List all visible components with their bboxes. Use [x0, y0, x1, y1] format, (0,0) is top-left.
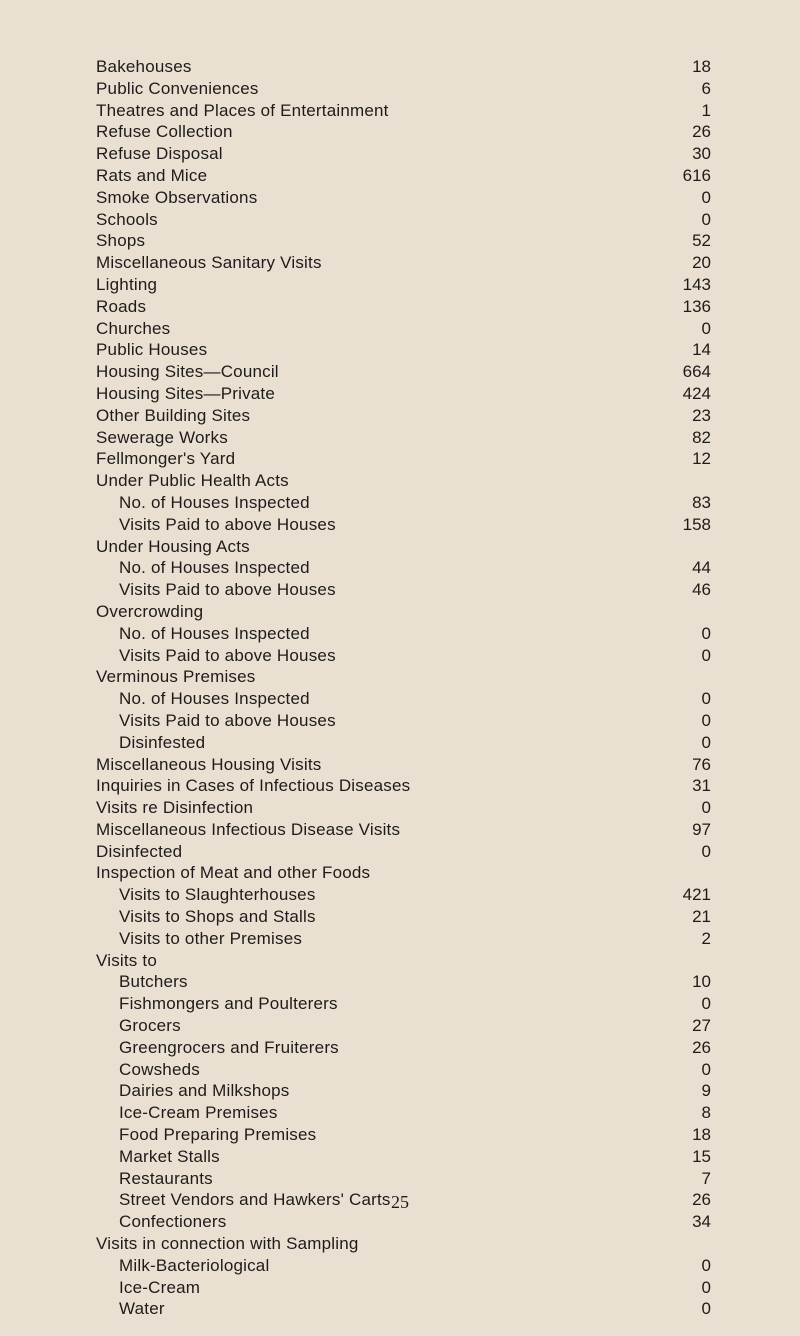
list-item: [96, 1255, 711, 1277]
item-label: Visits Paid to above Houses: [119, 514, 336, 534]
list-item: [96, 1124, 711, 1146]
item-label: Housing Sites—Council: [96, 362, 279, 382]
item-label: Greengrocers and Fruiterers: [119, 1037, 339, 1057]
item-count: 23: [692, 405, 711, 425]
item-count: 9: [701, 1081, 711, 1101]
list-item: [96, 1298, 711, 1320]
list-item: [96, 318, 711, 340]
list-item: [96, 1211, 711, 1233]
item-label: Overcrowding: [96, 601, 204, 621]
item-count: 0: [701, 689, 711, 709]
item-label: Bakehouses: [96, 57, 192, 76]
item-label: Refuse Disposal: [96, 144, 223, 164]
item-label: Visits to Slaughterhouses: [119, 885, 316, 905]
item-count: 0: [701, 841, 711, 861]
item-label: Miscellaneous Infectious Disease Visits: [96, 819, 401, 839]
item-count: 1: [701, 100, 711, 120]
item-label: Ice-Cream: [119, 1277, 201, 1297]
list-item: [96, 296, 711, 318]
item-label: Verminous Premises: [96, 667, 256, 687]
list-item: [96, 623, 711, 645]
item-label: Lighting: [96, 274, 158, 294]
item-count: 0: [701, 1255, 711, 1275]
inspection-visits-list: [96, 56, 711, 1320]
item-count: 0: [701, 187, 711, 207]
item-count: 0: [701, 798, 711, 818]
item-label: Restaurants: [119, 1168, 213, 1188]
section-heading-row: [96, 666, 711, 688]
item-label: Food Preparing Premises: [119, 1125, 317, 1145]
item-count: 2: [701, 928, 711, 948]
item-count: 46: [692, 580, 711, 600]
item-label: No. of Houses Inspected: [119, 492, 310, 512]
item-label: Butchers: [119, 972, 188, 992]
item-count: 97: [692, 819, 711, 839]
list-item: [96, 514, 711, 536]
list-item: [96, 971, 711, 993]
list-item: [96, 209, 711, 231]
list-item: [96, 645, 711, 667]
item-count: 26: [692, 1037, 711, 1057]
list-item: [96, 252, 711, 274]
item-label: Miscellaneous Sanitary Visits: [96, 253, 322, 273]
list-item: [96, 688, 711, 710]
item-count: 18: [692, 1125, 711, 1145]
item-label: Fellmonger's Yard: [96, 449, 236, 469]
item-label: No. of Houses Inspected: [119, 623, 310, 643]
item-label: Visits Paid to above Houses: [119, 580, 336, 600]
list-item: [96, 993, 711, 1015]
item-label: Public Houses: [96, 340, 208, 360]
item-count: 0: [701, 710, 711, 730]
item-count: 0: [701, 994, 711, 1014]
item-label: Visits re Disinfection: [96, 798, 254, 818]
list-item: [96, 928, 711, 950]
list-item: [96, 732, 711, 754]
item-label: Churches: [96, 318, 171, 338]
item-count: 34: [692, 1212, 711, 1232]
item-count: 616: [682, 165, 711, 185]
item-label: Fishmongers and Poulterers: [119, 994, 338, 1014]
item-label: No. of Houses Inspected: [119, 558, 310, 578]
item-count: 0: [701, 209, 711, 229]
list-item: [96, 1102, 711, 1124]
item-label: Visits Paid to above Houses: [119, 645, 336, 665]
list-item: [96, 492, 711, 514]
list-item: [96, 448, 711, 470]
item-count: 0: [701, 623, 711, 643]
item-count: 21: [692, 907, 711, 927]
item-label: Disinfested: [119, 732, 206, 752]
item-label: Milk-Bacteriological: [119, 1255, 270, 1275]
item-label: Inspection of Meat and other Foods: [96, 863, 371, 883]
item-label: Refuse Collection: [96, 122, 233, 142]
item-count: 143: [682, 274, 711, 294]
list-item: [96, 819, 711, 841]
item-label: Miscellaneous Housing Visits: [96, 754, 322, 774]
list-item: [96, 557, 711, 579]
section-heading-row: [96, 536, 711, 558]
item-count: 6: [701, 78, 711, 98]
item-count: 15: [692, 1146, 711, 1166]
item-count: 44: [692, 558, 711, 578]
list-item: [96, 1168, 711, 1190]
item-label: Roads: [96, 296, 147, 316]
page-number: 25: [391, 1192, 409, 1212]
item-label: Smoke Observations: [96, 187, 258, 207]
item-label: Disinfected: [96, 841, 183, 861]
item-label: Confectioners: [119, 1212, 227, 1232]
item-count: 26: [692, 122, 711, 142]
list-item: [96, 361, 711, 383]
list-item: [96, 121, 711, 143]
item-count: 18: [692, 57, 711, 76]
section-heading-row: [96, 950, 711, 972]
list-item: [96, 1015, 711, 1037]
item-label: Rats and Mice: [96, 165, 208, 185]
item-label: Ice-Cream Premises: [119, 1103, 278, 1123]
item-label: Inquiries in Cases of Infectious Diseases: [96, 776, 411, 796]
list-item: [96, 906, 711, 928]
item-count: 0: [701, 645, 711, 665]
item-label: No. of Houses Inspected: [119, 689, 310, 709]
list-item: [96, 383, 711, 405]
item-count: 12: [692, 449, 711, 469]
list-item: [96, 579, 711, 601]
list-item: [96, 1059, 711, 1081]
item-count: 20: [692, 253, 711, 273]
list-item: [96, 56, 711, 78]
item-count: 0: [701, 732, 711, 752]
item-count: 10: [692, 972, 711, 992]
item-label: Housing Sites—Private: [96, 383, 275, 403]
item-label: Dairies and Milkshops: [119, 1081, 290, 1101]
item-label: Public Conveniences: [96, 78, 259, 98]
item-count: 136: [682, 296, 711, 316]
item-label: Grocers: [119, 1016, 181, 1036]
item-count: 30: [692, 144, 711, 164]
item-count: 8: [701, 1103, 711, 1123]
item-label: Theatres and Places of Entertainment: [96, 100, 389, 120]
item-count: 27: [692, 1016, 711, 1036]
item-count: 31: [692, 776, 711, 796]
item-count: 82: [692, 427, 711, 447]
item-label: Shops: [96, 231, 146, 251]
list-item: [96, 274, 711, 296]
item-label: Street Vendors and Hawkers' Carts: [119, 1190, 391, 1210]
list-item: [96, 775, 711, 797]
list-item: [96, 710, 711, 732]
item-label: Visits in connection with Sampling: [96, 1234, 359, 1254]
item-count: 0: [701, 318, 711, 338]
list-item: [96, 405, 711, 427]
item-label: Under Public Health Acts: [96, 471, 289, 491]
item-label: Visits to: [96, 950, 158, 970]
item-label: Water: [119, 1299, 165, 1319]
list-item: [96, 427, 711, 449]
item-count: 421: [682, 885, 711, 905]
list-item: [96, 841, 711, 863]
item-count: 14: [692, 340, 711, 360]
item-count: 76: [692, 754, 711, 774]
item-count: 52: [692, 231, 711, 251]
list-item: [96, 339, 711, 361]
item-count: 664: [682, 362, 711, 382]
item-label: Schools: [96, 209, 158, 229]
item-label: Market Stalls: [119, 1146, 220, 1166]
section-heading-row: [96, 1233, 711, 1255]
list-item: [96, 884, 711, 906]
list-item: [96, 187, 711, 209]
section-heading-row: [96, 470, 711, 492]
list-item: [96, 754, 711, 776]
item-count: 424: [682, 383, 711, 403]
list-item: [96, 1277, 711, 1299]
item-label: Visits to Shops and Stalls: [119, 907, 316, 927]
item-count: 0: [701, 1277, 711, 1297]
item-count: 0: [701, 1059, 711, 1079]
item-label: Other Building Sites: [96, 405, 251, 425]
item-count: 158: [682, 514, 711, 534]
list-item: [96, 143, 711, 165]
section-heading-row: [96, 862, 711, 884]
list-item: [96, 1080, 711, 1102]
item-label: Visits to other Premises: [119, 928, 303, 948]
list-item: [96, 797, 711, 819]
list-item: [96, 165, 711, 187]
section-heading-row: [96, 601, 711, 623]
list-item: [96, 1146, 711, 1168]
item-count: 26: [692, 1190, 711, 1210]
list-item: [96, 100, 711, 122]
item-count: 83: [692, 492, 711, 512]
list-item: [96, 230, 711, 252]
item-label: Cowsheds: [119, 1059, 200, 1079]
list-item: [96, 78, 711, 100]
item-label: Sewerage Works: [96, 427, 228, 447]
list-item: [96, 1037, 711, 1059]
item-count: 7: [701, 1168, 711, 1188]
item-count: 0: [701, 1299, 711, 1319]
item-label: Visits Paid to above Houses: [119, 710, 336, 730]
item-label: Under Housing Acts: [96, 536, 250, 556]
